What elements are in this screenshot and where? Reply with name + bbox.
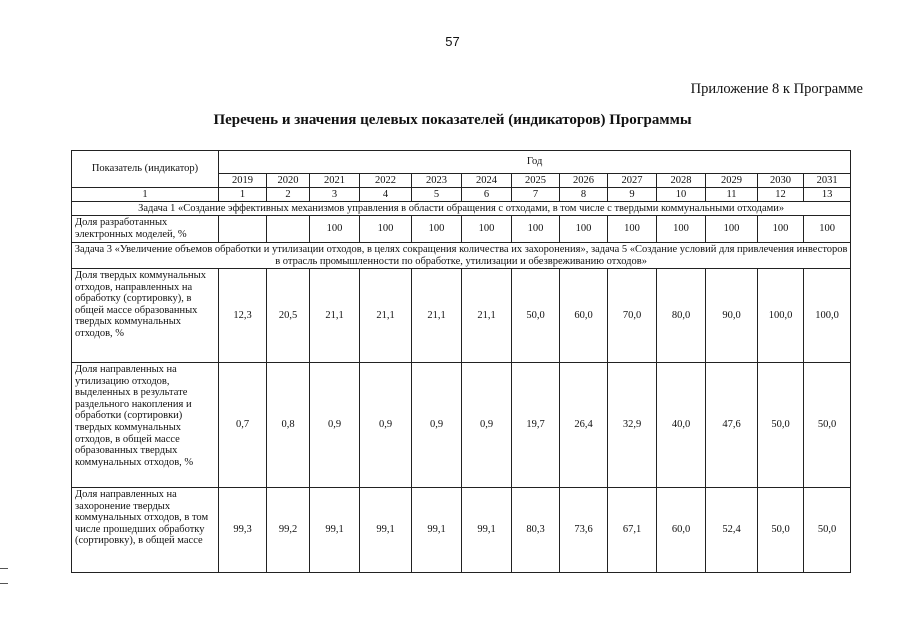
value-cell: 99,1: [462, 488, 512, 573]
task-1-heading: Задача 1 «Создание эффективных механизмов управления в области обращения с отходами, в том числе с твердыми коммунальными отходами»: [72, 202, 851, 216]
column-number: 1: [72, 188, 219, 202]
scan-margin-mark: [0, 568, 8, 584]
column-number: 12: [758, 188, 804, 202]
value-cell: 32,9: [608, 363, 657, 488]
column-number: 3: [310, 188, 360, 202]
value-cell: 47,6: [706, 363, 758, 488]
value-cell: 21,1: [310, 269, 360, 363]
indicator-label: Доля твердых коммунальных отходов, направленных на обработку (сортировку), в общей массе образованных твердых коммунальных отходов, %: [72, 269, 219, 363]
appendix-label: Приложение 8 к Программе: [690, 81, 863, 97]
column-number: 5: [412, 188, 462, 202]
column-number: 9: [608, 188, 657, 202]
value-cell: 100: [310, 216, 360, 243]
value-cell: 99,2: [267, 488, 310, 573]
column-number: 10: [657, 188, 706, 202]
year-cell: 2021: [310, 174, 360, 188]
value-cell: 100,0: [804, 269, 851, 363]
indicator-header: Показатель (индикатор): [72, 151, 219, 188]
value-cell: [219, 216, 267, 243]
year-cell: 2025: [512, 174, 560, 188]
value-cell: 40,0: [657, 363, 706, 488]
table-row: [72, 269, 851, 363]
document-title: Перечень и значения целевых показателей (индикаторов) Программы: [213, 112, 692, 128]
year-cell: 2020: [267, 174, 310, 188]
value-cell: 0,9: [462, 363, 512, 488]
value-cell: 100: [758, 216, 804, 243]
year-cell: 2024: [462, 174, 512, 188]
year-cell: 2027: [608, 174, 657, 188]
value-cell: 100: [608, 216, 657, 243]
header-row-year: [72, 151, 851, 174]
value-cell: 50,0: [758, 488, 804, 573]
year-header: Год: [219, 151, 851, 174]
value-cell: 21,1: [462, 269, 512, 363]
indicator-label: Доля разработанных электронных моделей, %: [72, 216, 219, 243]
year-cell: 2023: [412, 174, 462, 188]
value-cell: 80,0: [657, 269, 706, 363]
year-cell: 2019: [219, 174, 267, 188]
value-cell: 50,0: [804, 363, 851, 488]
value-cell: 0,8: [267, 363, 310, 488]
value-cell: 100: [462, 216, 512, 243]
table-row: [72, 216, 851, 243]
value-cell: 60,0: [657, 488, 706, 573]
value-cell: 0,9: [360, 363, 412, 488]
year-cell: 2029: [706, 174, 758, 188]
column-number: 2: [267, 188, 310, 202]
column-number: 4: [360, 188, 412, 202]
value-cell: 100: [512, 216, 560, 243]
column-number: 11: [706, 188, 758, 202]
value-cell: 100,0: [758, 269, 804, 363]
value-cell: 26,4: [560, 363, 608, 488]
value-cell: 52,4: [706, 488, 758, 573]
column-number: 1: [219, 188, 267, 202]
value-cell: 50,0: [512, 269, 560, 363]
value-cell: 60,0: [560, 269, 608, 363]
value-cell: 0,7: [219, 363, 267, 488]
table-row: [72, 488, 851, 573]
indicators-table: [71, 150, 851, 573]
value-cell: 50,0: [758, 363, 804, 488]
value-cell: 70,0: [608, 269, 657, 363]
value-cell: [267, 216, 310, 243]
value-cell: 100: [560, 216, 608, 243]
value-cell: 99,1: [310, 488, 360, 573]
value-cell: 19,7: [512, 363, 560, 488]
table-row: [72, 363, 851, 488]
value-cell: 21,1: [412, 269, 462, 363]
value-cell: 99,3: [219, 488, 267, 573]
value-cell: 100: [412, 216, 462, 243]
column-number: 8: [560, 188, 608, 202]
column-number-row: [72, 188, 851, 202]
value-cell: 100: [706, 216, 758, 243]
value-cell: 0,9: [310, 363, 360, 488]
value-cell: 99,1: [360, 488, 412, 573]
column-number: 13: [804, 188, 851, 202]
value-cell: 0,9: [412, 363, 462, 488]
value-cell: 20,5: [267, 269, 310, 363]
year-cell: 2028: [657, 174, 706, 188]
page-number: 57: [445, 34, 460, 49]
value-cell: 100: [657, 216, 706, 243]
value-cell: 12,3: [219, 269, 267, 363]
value-cell: 21,1: [360, 269, 412, 363]
task-row: [72, 202, 851, 216]
year-cell: 2026: [560, 174, 608, 188]
column-number: 7: [512, 188, 560, 202]
column-number: 6: [462, 188, 512, 202]
indicator-label: Доля направленных на утилизацию отходов, выделенных в результате раздельного накопления и обработки (сортировки) твердых коммунальных отходов, в общей массе образованных твердых коммунальных отходов, %: [72, 363, 219, 488]
indicator-label: Доля направленных на захоронение твердых коммунальных отходов, в том числе прошедших обработку (сортировку), в общей массе: [72, 488, 219, 573]
year-cell: 2031: [804, 174, 851, 188]
value-cell: 99,1: [412, 488, 462, 573]
value-cell: 50,0: [804, 488, 851, 573]
value-cell: 73,6: [560, 488, 608, 573]
year-cell: 2022: [360, 174, 412, 188]
value-cell: 90,0: [706, 269, 758, 363]
value-cell: 100: [804, 216, 851, 243]
value-cell: 80,3: [512, 488, 560, 573]
year-cell: 2030: [758, 174, 804, 188]
value-cell: 100: [360, 216, 412, 243]
task-3-5-heading: Задача 3 «Увеличение объемов обработки и утилизации отходов, в целях сокращения количества их захоронения», задача 5 «Создание условий для привлечения инвесторов в отрасль промышленности по обработке, утилизации и обезвреживанию отходов»: [72, 243, 851, 269]
task-row: [72, 243, 851, 269]
value-cell: 67,1: [608, 488, 657, 573]
